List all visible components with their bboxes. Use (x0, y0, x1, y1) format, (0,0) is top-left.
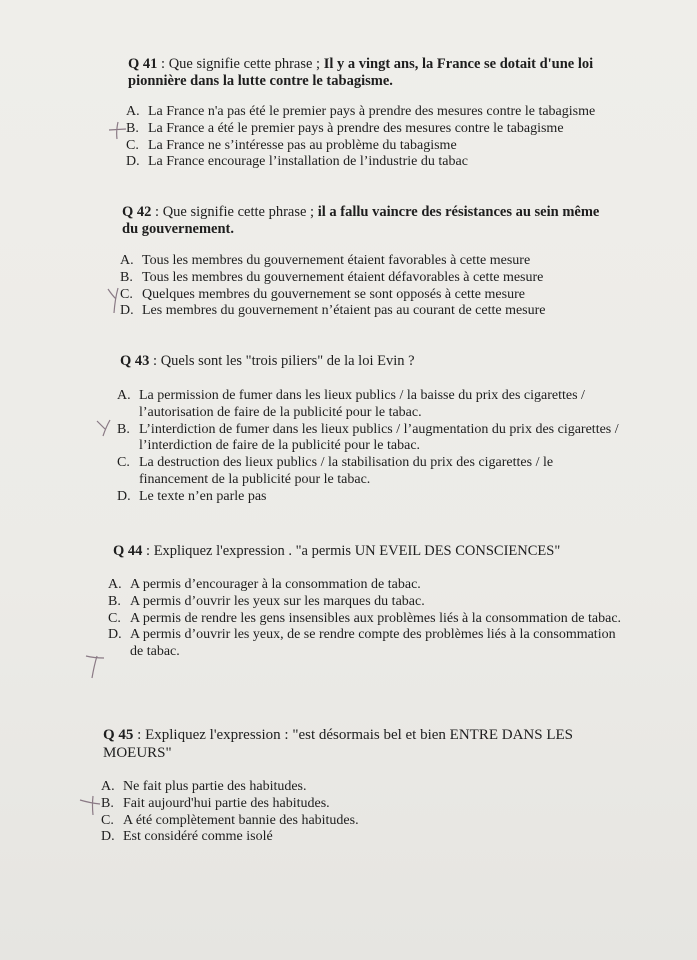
option-text: Tous les membres du gouvernement étaient défavorables à cette mesure (142, 269, 544, 285)
question-43-option-b[interactable] (117, 422, 622, 456)
question-41-option-c[interactable] (126, 138, 626, 155)
option-text: Le texte n’en parle pas (139, 488, 267, 504)
question-41-stem: Q 41 : Que signifie cette phrase ; Il y a vingt ans, la France se dotait d'une loi pionnière dans la lutte contre le tabagisme. (128, 56, 594, 89)
pen-mark-q43-b (94, 418, 114, 438)
option-text: La France a été le premier pays à prendre des mesures contre le tabagisme (148, 120, 564, 136)
option-text: A permis d’ouvrir les yeux, de se rendre compte des problèmes liés à la consommation de tabac. (130, 627, 616, 660)
option-letter: D. (108, 627, 122, 643)
question-43-option-d[interactable] (117, 489, 622, 506)
option-text: Les membres du gouvernement n’étaient pas au courant de cette mesure (142, 303, 546, 319)
option-text: Ne fait plus partie des habitudes. (123, 779, 307, 794)
question-41-option-a[interactable] (126, 104, 626, 121)
question-41-number: Q 41 (128, 56, 158, 72)
option-letter: A. (108, 577, 122, 592)
question-43-prompt: Quels sont les "trois piliers" de la loi Evin ? (160, 353, 415, 369)
question-44-options (108, 577, 628, 661)
option-text: Tous les membres du gouvernement étaient favorables à cette mesure (142, 253, 531, 268)
question-44-stem: Q 44 : Expliquez l'expression . "a permis UN EVEIL DES CONSCIENCES" (113, 543, 561, 559)
option-letter: D. (117, 488, 131, 504)
question-42-option-d[interactable] (120, 303, 640, 320)
option-text: L’interdiction de fumer dans les lieux publics / l’augmentation du prix des cigarettes / l’interdiction de faire de la publicité pour le tabac. (139, 421, 619, 454)
question-44-option-c[interactable] (108, 611, 628, 628)
question-43-stem: Q 43 : Quels sont les "trois piliers" de la loi Evin ? (120, 353, 415, 369)
option-letter: C. (126, 137, 139, 153)
option-text: La permission de fumer dans les lieux publics / la baisse du prix des cigarettes / l’autorisation de faire de la publicité pour le tabac. (139, 388, 585, 420)
question-42-stem: Q 42 : Que signifie cette phrase ; il a fallu vaincre des résistances au sein même du gouvernement. (122, 204, 600, 237)
option-text: La destruction des lieux publics / la stabilisation du prix des cigarettes / le financement de la publicité pour le tabac. (139, 455, 554, 487)
question-44-prompt: Expliquez l'expression . "a permis UN EVEIL DES CONSCIENCES" (153, 543, 561, 559)
question-43-number: Q 43 (120, 353, 150, 369)
pen-mark-q44-d (84, 648, 106, 680)
question-42-option-c[interactable] (120, 287, 640, 304)
question-43-option-a[interactable] (117, 388, 622, 422)
question-41-prompt: Que signifie cette phrase ; (168, 56, 321, 72)
question-42-prompt: Que signifie cette phrase ; (162, 204, 315, 220)
option-text: A permis de rendre les gens insensibles aux problèmes liés à la consommation de tabac. (130, 610, 622, 626)
option-letter: D. (120, 303, 134, 319)
question-41-option-d[interactable] (126, 154, 626, 171)
option-text: La France ne s’intéresse pas au problème du tabagisme (148, 137, 457, 153)
question-45-prompt: Expliquez l'expression : "est désormais bel et bien ENTRE DANS LES MOEURS" (103, 727, 574, 761)
question-44-option-b[interactable] (108, 594, 628, 611)
question-45-options (101, 779, 601, 846)
option-letter: A. (120, 253, 134, 268)
question-45-option-c[interactable] (101, 813, 601, 830)
pen-mark-q45-b (78, 793, 102, 817)
question-44-option-d[interactable] (108, 627, 628, 661)
option-letter: C. (120, 286, 133, 302)
option-letter: B. (101, 795, 114, 811)
option-text: Quelques membres du gouvernement se sont opposés à cette mesure (142, 286, 525, 302)
question-43-option-c[interactable] (117, 455, 622, 489)
option-letter: C. (117, 455, 130, 471)
question-45-number: Q 45 (103, 727, 134, 743)
question-45-option-a[interactable] (101, 779, 601, 796)
option-text: A été complètement bannie des habitudes. (123, 812, 359, 828)
option-text: La France encourage l’installation de l’industrie du tabac (148, 154, 468, 170)
option-letter: A. (101, 779, 115, 794)
option-letter: D. (126, 154, 140, 170)
option-text: A permis d’ouvrir les yeux sur les marques du tabac. (130, 593, 425, 609)
option-letter: C. (108, 610, 121, 626)
question-41-options (126, 104, 626, 171)
option-letter: A. (117, 388, 131, 403)
option-letter: B. (117, 421, 130, 437)
question-42-quote: il a fallu vaincre des résistances au sein même du gouvernement. (122, 204, 600, 237)
option-letter: A. (126, 104, 140, 119)
pen-mark-q41-b (106, 119, 128, 141)
question-44-number: Q 44 (113, 543, 143, 559)
question-42-option-b[interactable] (120, 270, 640, 287)
option-letter: B. (108, 593, 121, 609)
option-letter: B. (120, 269, 133, 285)
option-letter: D. (101, 829, 115, 845)
question-42-number: Q 42 (122, 204, 152, 220)
question-45-option-b[interactable] (101, 796, 601, 813)
question-42-options (120, 253, 640, 320)
option-letter: B. (126, 120, 139, 136)
question-43-options (117, 388, 622, 506)
question-45-stem: Q 45 : Expliquez l'expression : "est désormais bel et bien ENTRE DANS LES MOEURS" (103, 727, 574, 761)
option-text: Est considéré comme isolé (123, 829, 273, 845)
option-text: Fait aujourd'hui partie des habitudes. (123, 795, 330, 811)
option-text: A permis d’encourager à la consommation de tabac. (130, 577, 421, 592)
option-text: La France n'a pas été le premier pays à prendre des mesures contre le tabagisme (148, 104, 596, 119)
question-45-option-d[interactable] (101, 829, 601, 846)
question-41-quote: Il y a vingt ans, la France se dotait d'une loi pionnière dans la lutte contre le tabagisme. (128, 56, 594, 89)
question-41-option-b[interactable] (126, 121, 626, 138)
option-letter: C. (101, 812, 114, 828)
question-44-option-a[interactable] (108, 577, 628, 594)
question-42-option-a[interactable] (120, 253, 640, 270)
